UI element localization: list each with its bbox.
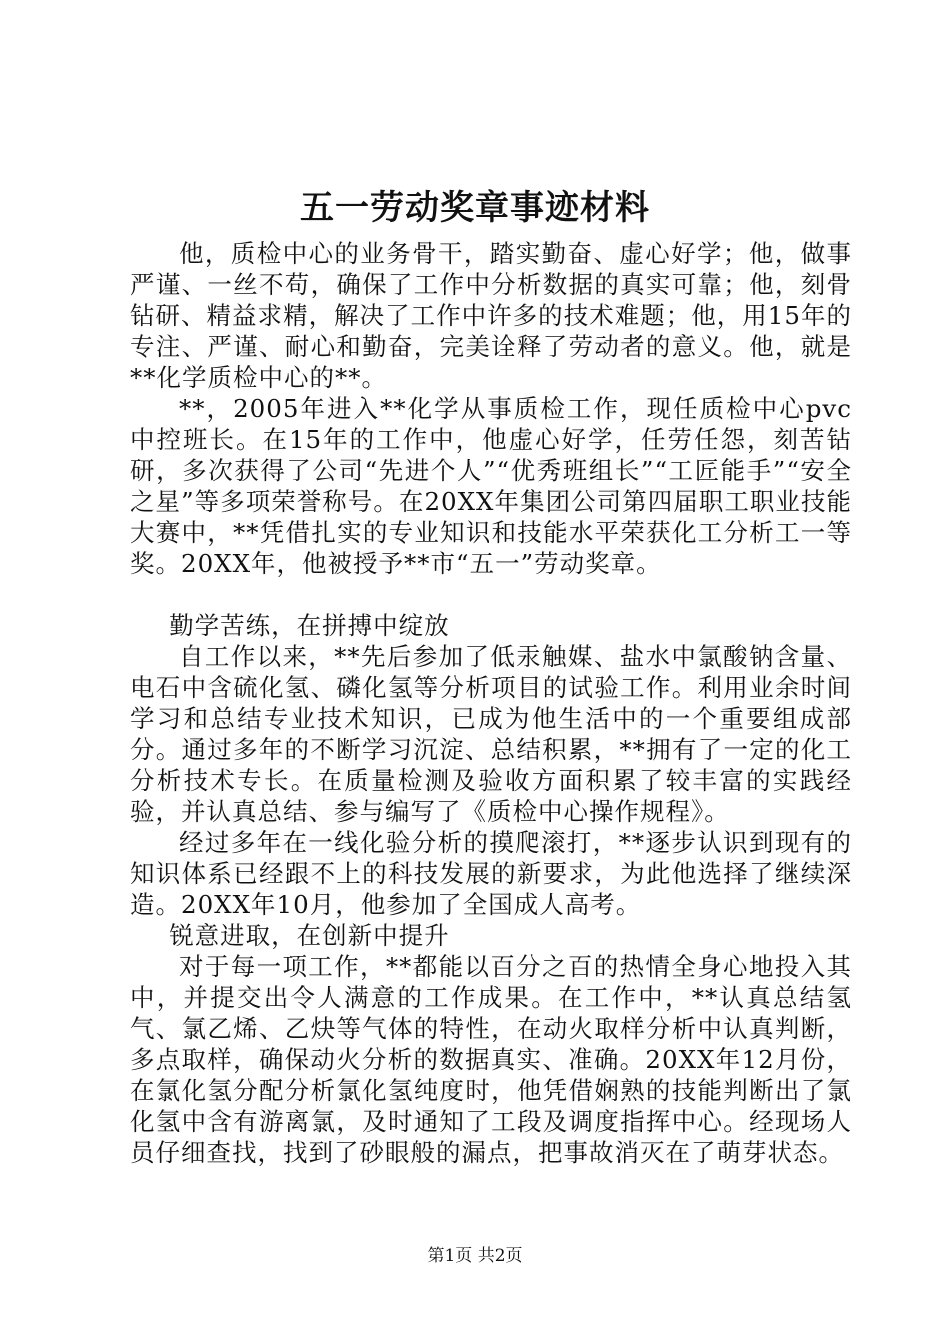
page-number-footer: 第1页 共2页 bbox=[427, 1246, 523, 1266]
section2-paragraph-1: 对于每一项工作，**都能以百分之百的热情全身心地投入其中，并提交出令人满意的工作成果。在工作中，**认真总结氢气、氯乙烯、乙炔等气体的特性，在动火取样分析中认真判断，多点取样，确保动火分析的数据真实、准确。20XX年12月份，在氯化氢分配分析氯化氢纯度时，他凭借娴熟的技能判断出了氯化氢中含有游离氯，及时通知了工段及调度指挥中心。经现场人员仔细查找，找到了砂眼般的漏点，把事故消灭在了萌芽状态。 bbox=[130, 952, 852, 1167]
document-body bbox=[130, 238, 852, 1168]
section1-paragraph-1: 自工作以来，**先后参加了低汞触媒、盐水中氯酸钠含量、电石中含硫化氢、磷化氢等分析项目的试验工作。利用业余时间学习和总结专业技术知识，已成为他生活中的一个重要组成部分。通过多年的不断学习沉淀、总结积累，**拥有了一定的化工分析技术专长。在质量检测及验收方面积累了较丰富的实践经验，并认真总结、参与编写了《质检中心操作规程》。 bbox=[130, 642, 852, 826]
document-title: 五一劳动奖章事迹材料 bbox=[300, 188, 650, 228]
section-heading-1: 勤学苦练，在拼搏中绽放 bbox=[169, 611, 450, 640]
intro-paragraph-1: 他，质检中心的业务骨干，踏实勤奋、虚心好学；他，做事严谨、一丝不苟，确保了工作中分析数据的真实可靠；他，刻骨钻研、精益求精，解决了工作中许多的技术难题；他，用15年的专注、严谨、耐心和勤奋，完美诠释了劳动者的意义。他，就是**化学质检中心的**。 bbox=[130, 239, 852, 392]
section-heading-2: 锐意进取，在创新中提升 bbox=[169, 921, 450, 950]
intro-paragraph-2: **，2005年进入**化学从事质检工作，现任质检中心pvc中控班长。在15年的工作中，他虚心好学，任劳任怨，刻苦钻研，多次获得了公司“先进个人”“优秀班组长”“工匠能手”“安全之星”等多项荣誉称号。在20XX年集团公司第四届职工职业技能大赛中，**凭借扎实的专业知识和技能水平荣获化工分析工一等奖。20XX年，他被授予**市“五一”劳动奖章。 bbox=[130, 394, 852, 578]
paragraph-spacer bbox=[130, 579, 852, 610]
section1-paragraph-2: 经过多年在一线化验分析的摸爬滚打，**逐步认识到现有的知识体系已经跟不上的科技发展的新要求，为此他选择了继续深造。20XX年10月，他参加了全国成人高考。 bbox=[130, 828, 852, 919]
